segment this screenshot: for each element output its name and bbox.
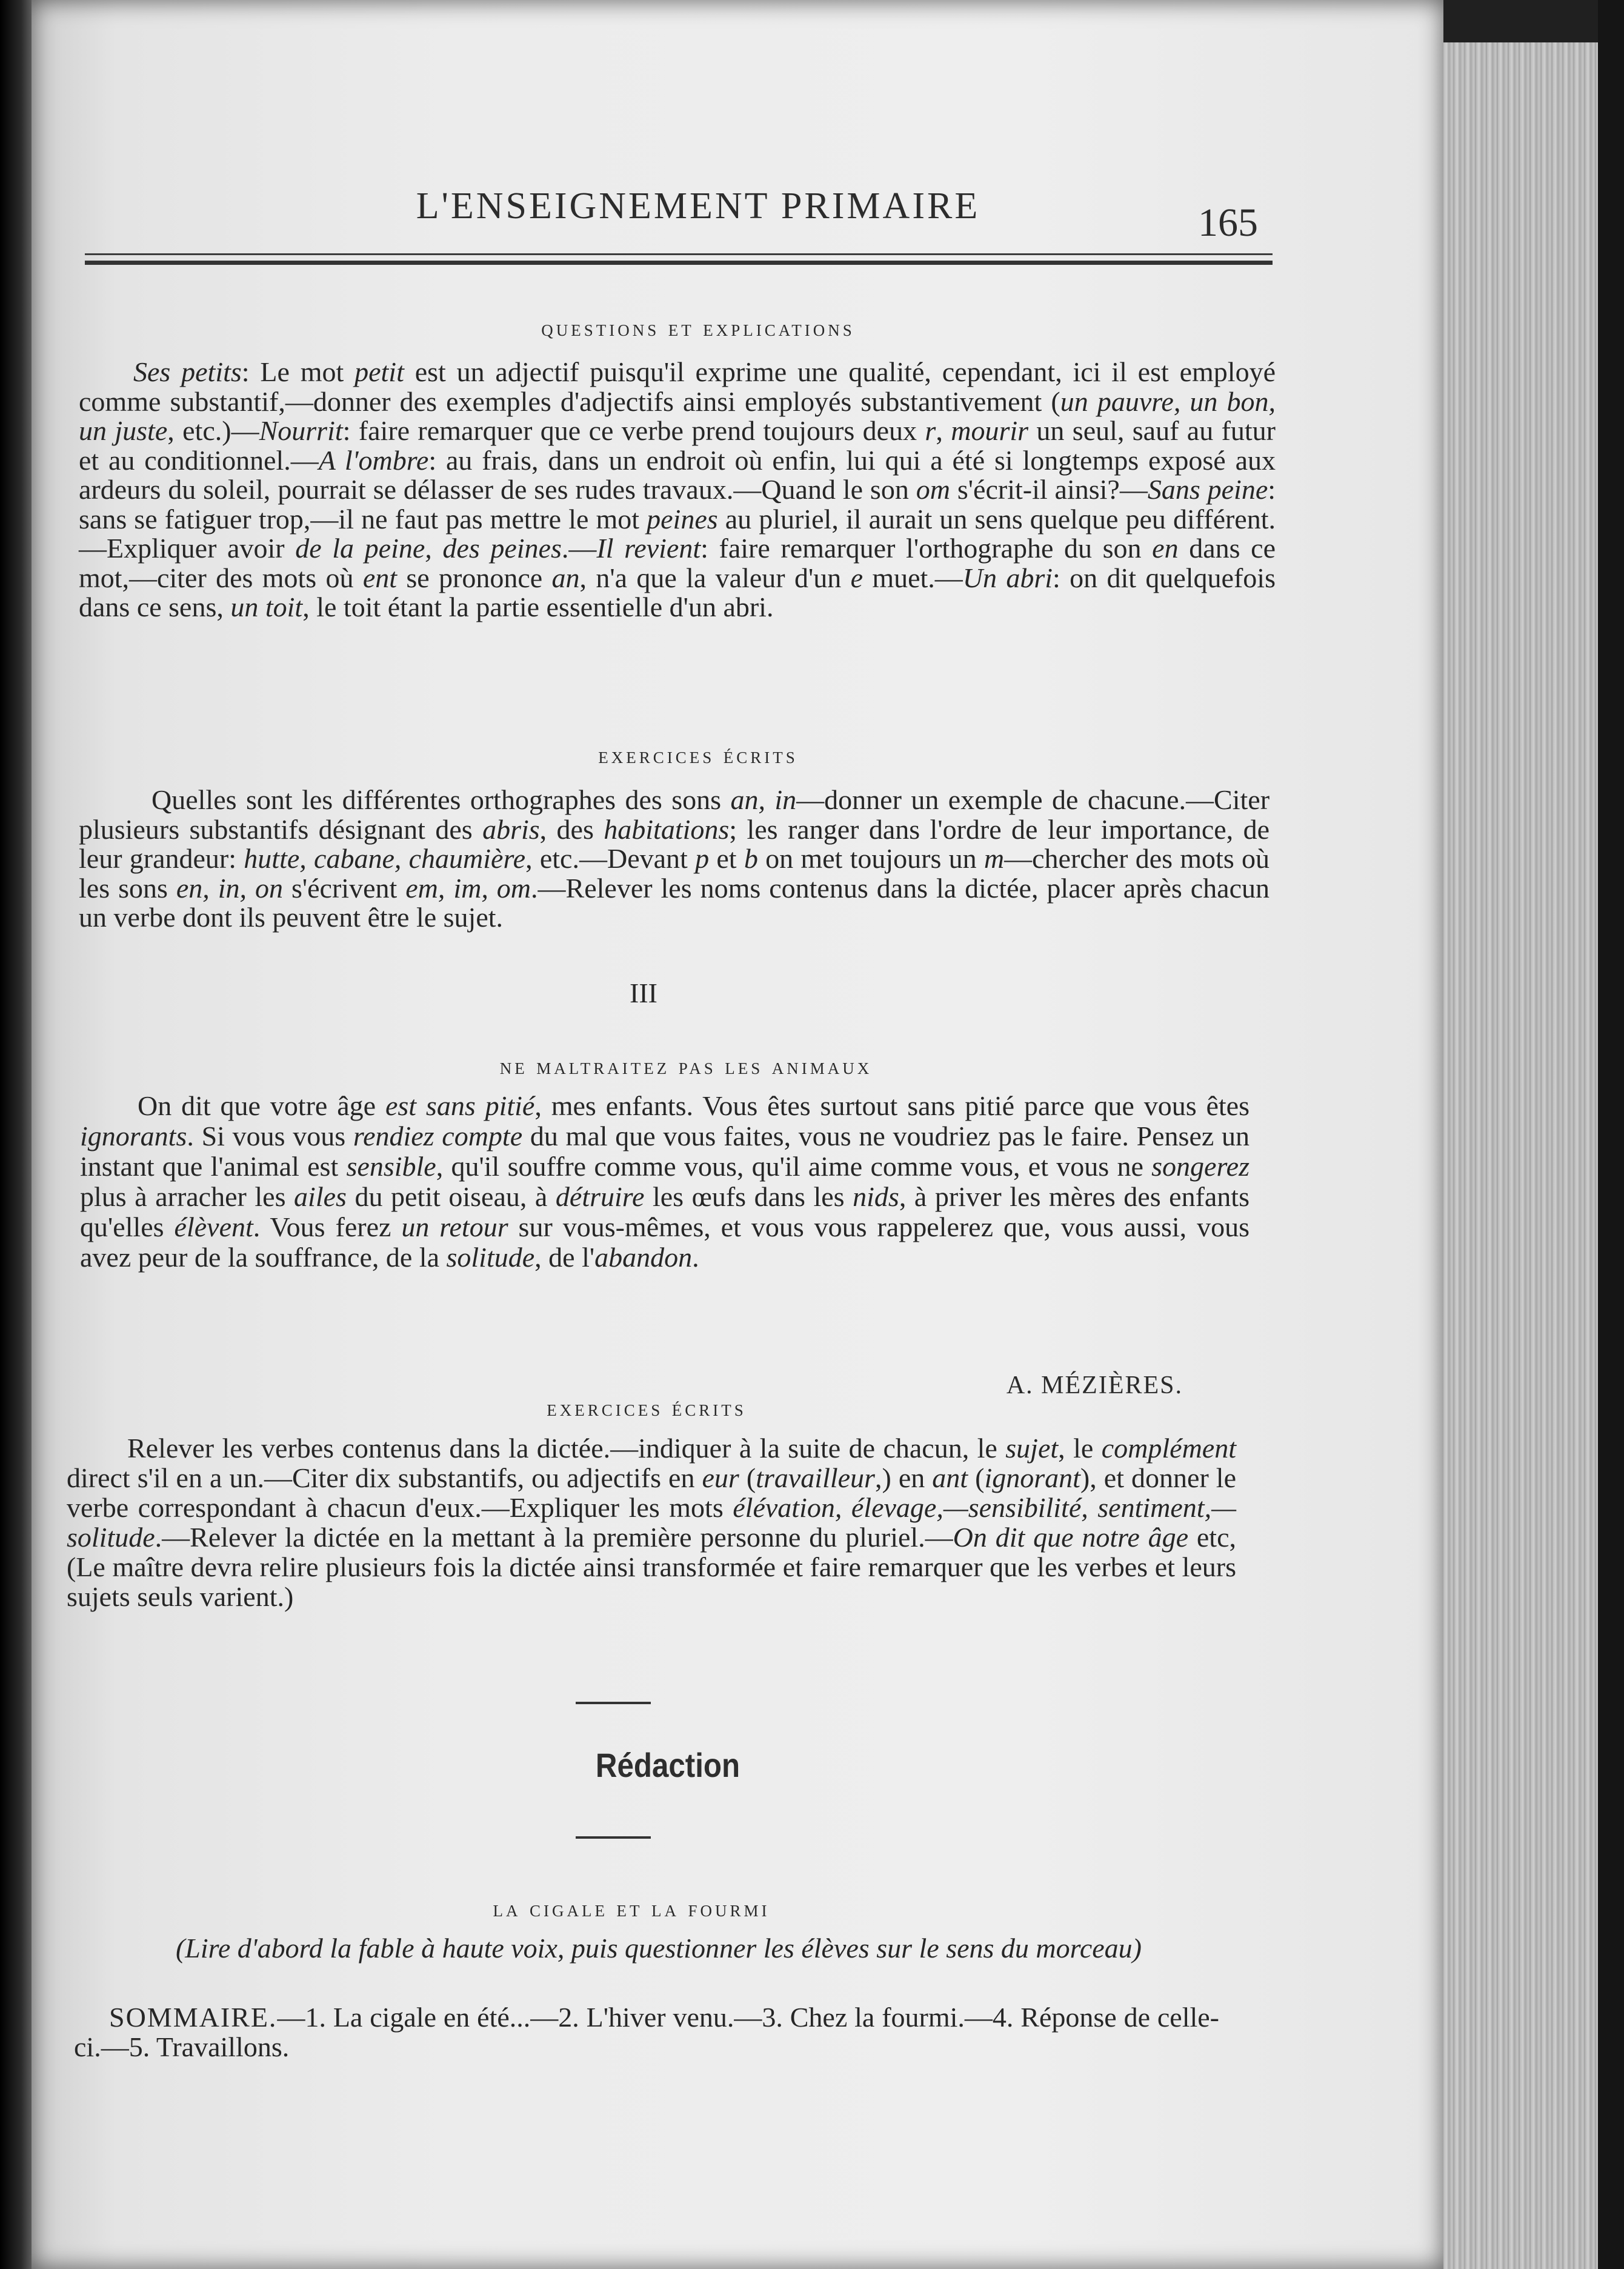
italic-term: un pauvre, un bon, un juste xyxy=(79,385,1276,446)
italic-term: élèvent xyxy=(174,1211,253,1242)
separator-rule-bottom xyxy=(576,1836,651,1839)
text-run: un seul, sauf au futur et au conditionnel.— xyxy=(79,415,1276,476)
text-run: du mal que vous faites, vous ne voudriez pas le faire. Pensez un instant que l'animal est xyxy=(80,1121,1250,1182)
text-run: : Le mot xyxy=(241,356,355,387)
text-run: , mes enfants. Vous êtes surtout sans pitié parce que vous êtes xyxy=(534,1090,1250,1121)
separator-rule-top xyxy=(576,1702,651,1704)
text-run: . xyxy=(692,1242,699,1273)
text-run: . Si vous vous xyxy=(187,1121,353,1151)
text-run: : on dit quelquefois dans ce sens, xyxy=(79,562,1276,622)
text-run: ( xyxy=(968,1462,985,1493)
text-run: , le toit étant la partie essentielle d'un abri. xyxy=(302,591,774,622)
text-run: , n'a que la valeur d'un xyxy=(579,562,851,593)
section-heading-exercices-2: exercices écrits xyxy=(547,1396,747,1421)
section-number: III xyxy=(630,978,657,1008)
book-page-edges xyxy=(1443,42,1598,2269)
italic-term: sensible xyxy=(346,1151,436,1182)
italic-term: mourir xyxy=(951,415,1029,446)
text-run: . Vous ferez xyxy=(253,1211,402,1242)
italic-term: abris xyxy=(482,813,540,845)
text-run: , xyxy=(936,415,951,446)
author-signature: A. MÉZIÈRES. xyxy=(1006,1371,1183,1399)
italic-term: de la peine, des peines xyxy=(295,533,562,564)
italic-term: an xyxy=(551,562,580,593)
section-heading-questions: questions et explications xyxy=(541,316,855,341)
paragraph-exercices-1 xyxy=(79,785,1270,933)
text-run: , à priver les mères des enfants qu'elles xyxy=(80,1181,1250,1242)
fable-instruction: (Lire d'abord la fable à haute voix, puis questionner les élèves sur le sens du morceau) xyxy=(175,1933,1142,1964)
text-run: .— xyxy=(561,533,597,564)
italic-term: A l'ombre xyxy=(318,444,429,476)
italic-term: e xyxy=(850,562,863,593)
text-run: du petit oiseau, à xyxy=(346,1181,556,1212)
header-rule-thin xyxy=(85,253,1273,255)
text-run: ,) en xyxy=(874,1462,933,1493)
italic-term: peines xyxy=(647,503,718,535)
italic-term: petit xyxy=(354,356,404,387)
text-run: etc, (Le maître devra relire plusieurs fois la dictée ainsi transformée et faire remarquer que les verbes et leurs sujets seuls varient.) xyxy=(67,1522,1236,1612)
italic-term: détruire xyxy=(555,1181,645,1212)
text-run: ( xyxy=(739,1462,756,1493)
text-run: .—Relever la dictée en la mettant à la première personne du pluriel.— xyxy=(155,1522,953,1553)
italic-term: solitude xyxy=(446,1242,535,1273)
text-run: au pluriel, il aurait un sens quelque peu différent.—Expliquer avoir xyxy=(79,503,1276,564)
italic-term: ignorant xyxy=(984,1462,1080,1493)
italic-term: om xyxy=(916,474,950,505)
text-run: : faire remarquer que ce verbe prend toujours deux xyxy=(342,415,925,446)
text-run: Quelles sont les différentes orthographes des sons xyxy=(151,784,731,815)
text-run: —chercher des mots où les sons xyxy=(79,843,1270,904)
paragraph-dictee-animaux xyxy=(80,1091,1250,1273)
italic-term: Sans peine xyxy=(1147,474,1268,505)
italic-term: Nourrit xyxy=(259,415,343,446)
text-run: , etc.)— xyxy=(167,415,259,446)
italic-term: nids xyxy=(853,1181,899,1212)
text-run: les œufs dans les xyxy=(644,1181,853,1212)
text-run: , le xyxy=(1058,1433,1102,1464)
paragraph-questions xyxy=(79,358,1276,622)
italic-term: ailes xyxy=(294,1181,347,1212)
italic-term: eur xyxy=(702,1462,739,1493)
running-title: L'ENSEIGNEMENT PRIMAIRE xyxy=(416,185,980,227)
italic-term: en, in, on xyxy=(176,872,283,904)
sommaire-text: —1. La cigale en été...—2. L'hiver venu.—3. Chez la fourmi.—4. Réponse de celle-ci.—5. Travaillons. xyxy=(74,2002,1219,2062)
italic-term: Il revient xyxy=(596,533,701,564)
italic-term: abandon xyxy=(594,1242,693,1273)
text-run: , qu'il souffre comme vous, qu'il aime comme vous, et vous ne xyxy=(436,1151,1152,1182)
page-content xyxy=(32,0,1443,2269)
italic-term: ant xyxy=(932,1462,968,1493)
redaction-title: Rédaction xyxy=(595,1746,740,1784)
italic-term: p xyxy=(695,843,710,874)
text-run: , etc.—Devant xyxy=(525,843,696,874)
italic-term: habitations xyxy=(604,813,730,845)
text-run: , de l' xyxy=(534,1242,595,1273)
italic-term: ent xyxy=(362,562,398,593)
book-page xyxy=(32,0,1443,2269)
sommaire-label: SOMMAIRE. xyxy=(109,2002,278,2033)
scan-border-right xyxy=(1598,0,1624,2269)
italic-term: Un abri xyxy=(962,562,1053,593)
header-rule-thick xyxy=(85,261,1273,265)
italic-term: est sans pitié xyxy=(385,1090,535,1121)
sommaire-paragraph xyxy=(74,2003,1219,2062)
scan-border-top-right xyxy=(1443,0,1624,42)
italic-term: un toit xyxy=(230,591,303,622)
text-run: : sans se fatiguer trop,—il ne faut pas mettre le mot xyxy=(79,474,1276,535)
text-run: muet.— xyxy=(862,562,963,593)
text-run: ), et donner le verbe correspondant à chacun d'eux.—Expliquer les mots xyxy=(67,1462,1236,1523)
italic-term: m xyxy=(983,843,1005,874)
italic-term: b xyxy=(744,843,758,874)
text-run: on met toujours un xyxy=(757,843,984,874)
italic-term: an, in xyxy=(730,784,797,815)
text-run: sur vous-mêmes, et vous vous rappelerez que, vous aussi, vous avez peur de la souffrance, de la xyxy=(80,1211,1250,1273)
text-run: est un adjectif puisqu'il exprime une qualité, cependant, ici il est employé comme substantif,—donner des exemples d'adjectifs ainsi employés substantivement ( xyxy=(79,356,1276,417)
italic-term: hutte, cabane, chaumière xyxy=(244,843,526,874)
text-run: et xyxy=(709,843,744,874)
text-run: .—Relever les noms contenus dans la dictée, placer après chacun un verbe dont ils peuvent être le sujet. xyxy=(79,872,1270,933)
text-run: , des xyxy=(539,813,604,845)
italic-term: travailleur xyxy=(756,1462,875,1493)
italic-term: un retour xyxy=(401,1211,508,1242)
scan-border-left xyxy=(0,0,35,2269)
text-run: se prononce xyxy=(397,562,552,593)
text-run: : au frais, dans un endroit où enfin, lui qui a été si longtemps exposé aux ardeurs du soleil, pourrait se délasser de ses rudes travaux.—Quand le son xyxy=(79,444,1276,505)
text-run: s'écrivent xyxy=(282,872,406,904)
italic-term: r xyxy=(925,415,936,446)
italic-term: sujet xyxy=(1005,1433,1059,1464)
italic-term: ignorants xyxy=(80,1121,187,1151)
text-run: direct s'il en a un.—Citer dix substantifs, ou adjectifs en xyxy=(67,1462,702,1493)
text-run: On dit que votre âge xyxy=(138,1090,385,1121)
italic-term: rendiez compte xyxy=(353,1121,523,1151)
text-run: : faire remarquer l'orthographe du son xyxy=(701,533,1153,564)
page-number: 165 xyxy=(1198,201,1258,245)
section-heading-exercices-1: exercices écrits xyxy=(598,743,798,768)
italic-term: complément xyxy=(1101,1433,1236,1464)
italic-term: em, im, om xyxy=(405,872,531,904)
italic-term: Ses petits xyxy=(133,356,242,387)
section-heading-animaux: ne maltraitez pas les animaux xyxy=(499,1054,873,1079)
italic-term: en xyxy=(1152,533,1179,564)
text-run: ; les ranger dans l'ordre de leur importance, de leur grandeur: xyxy=(79,813,1270,874)
paragraph-exercices-2 xyxy=(67,1433,1236,1611)
text-run: dans ce mot,—citer des mots où xyxy=(79,533,1276,593)
text-run: Relever les verbes contenus dans la dictée.—indiquer à la suite de chacun, le xyxy=(127,1433,1006,1464)
text-run: s'écrit-il ainsi?— xyxy=(950,474,1148,505)
text-run: —donner un exemple de chacune.—Citer plusieurs substantifs désignant des xyxy=(79,784,1270,845)
fable-title: la cigale et la fourmi xyxy=(493,1896,770,1922)
italic-term: On dit que notre âge xyxy=(953,1522,1189,1553)
italic-term: élévation, élevage,—sensibilité, sentiment,—solitude xyxy=(67,1492,1236,1553)
italic-term: songerez xyxy=(1151,1151,1250,1182)
text-run: plus à arracher les xyxy=(80,1181,295,1212)
